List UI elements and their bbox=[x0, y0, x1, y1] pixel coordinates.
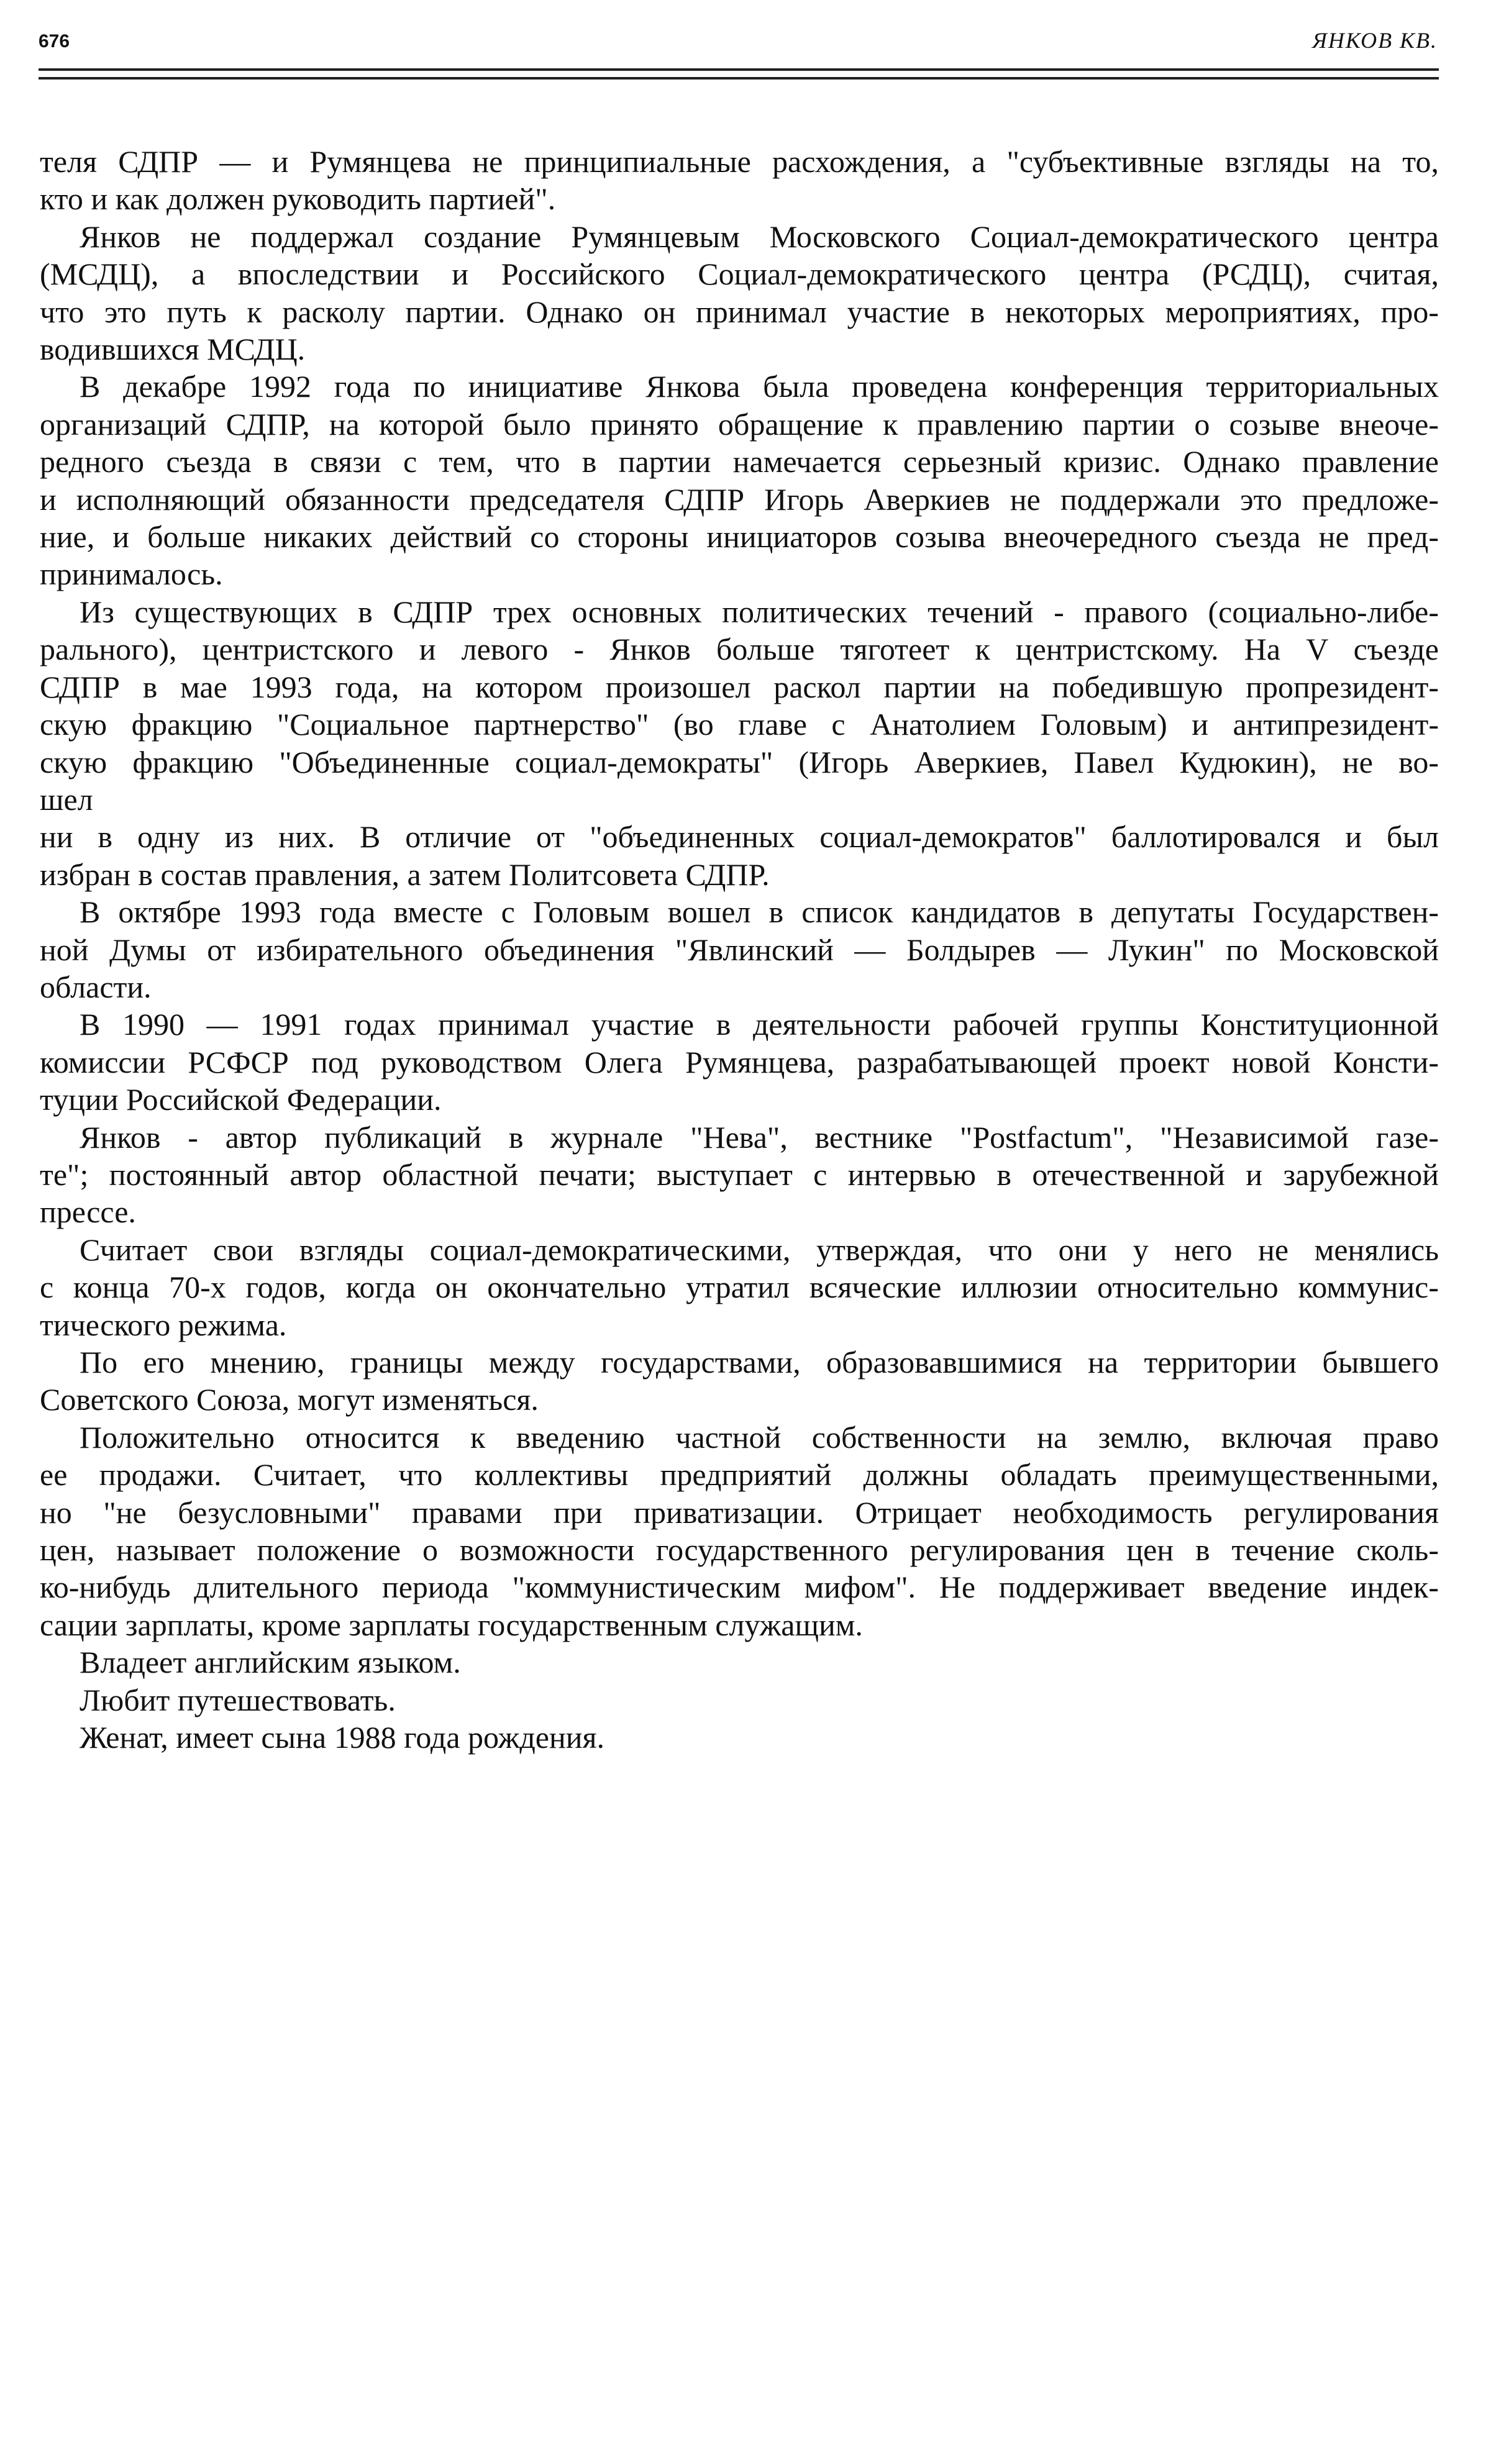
paragraph bbox=[40, 1119, 1439, 1231]
paragraph bbox=[40, 218, 1439, 368]
text-line: ее продажи. Считает, что коллективы предприятий должны обладать преимущественными, bbox=[40, 1457, 1439, 1493]
paragraph bbox=[40, 893, 1439, 1006]
paragraph bbox=[40, 1006, 1439, 1118]
paragraph bbox=[40, 593, 1439, 818]
page-number: 676 bbox=[39, 31, 70, 52]
text-line: ко-нибудь длительного периода "коммунистическим мифом". Не поддерживает введение индек- bbox=[40, 1570, 1439, 1605]
paragraph bbox=[40, 1681, 1439, 1719]
text-line: редного съезда в связи с тем, что в партии намечается серьезный кризис. Однако правление bbox=[40, 444, 1439, 480]
text-line: области. bbox=[40, 969, 152, 1004]
text-line: и исполняющий обязанности председателя СДПР Игорь Аверкиев не поддержали это предложе- bbox=[40, 481, 1439, 517]
text-line: водившихся МСДЦ. bbox=[40, 332, 306, 367]
text-line: организаций СДПР, на которой было принято обращение к правлению партии о созыве внеоче- bbox=[40, 406, 1439, 442]
text-line: скую фракцию "Социальное партнерство" (во главе с Анатолием Головым) и антипрезидент- bbox=[40, 707, 1439, 742]
text-line: что это путь к расколу партии. Однако он принимал участие в некоторых мероприятиях, про- bbox=[40, 294, 1439, 329]
document-body bbox=[40, 143, 1439, 1756]
text-line: В 1990 — 1991 годах принимал участие в деятельности рабочей группы Конституционной bbox=[80, 1007, 1439, 1042]
text-line: туции Российской Федерации. bbox=[40, 1082, 442, 1117]
paragraph bbox=[40, 1419, 1439, 1643]
text-line: принималось. bbox=[40, 557, 223, 592]
text-line: шел bbox=[40, 781, 93, 817]
paragraph bbox=[40, 1343, 1439, 1419]
text-line: Владеет английским языком. bbox=[80, 1645, 461, 1680]
text-line: ние, и больше никаких действий со стороны инициаторов созыва внеочередного съезда не пред- bbox=[40, 519, 1439, 555]
text-line: тического режима. bbox=[40, 1307, 287, 1342]
text-line: сации зарплаты, кроме зарплаты государственным служащим. bbox=[40, 1607, 863, 1642]
paragraph bbox=[40, 368, 1439, 593]
text-line: Любит путешествовать. bbox=[80, 1682, 396, 1717]
paragraph bbox=[40, 1231, 1439, 1343]
text-line: цен, называет положение о возможности государственного регулирования цен в течение сколь- bbox=[40, 1532, 1439, 1568]
text-line: рального), центристского и левого - Янков больше тяготеет к центристскому. На V съезде bbox=[40, 632, 1439, 667]
text-line: СДПР в мае 1993 года, на котором произошел раскол партии на победившую пропрезидент- bbox=[40, 669, 1439, 704]
text-line: избран в состав правления, а затем Политсовета СДПР. bbox=[40, 857, 770, 892]
text-line: с конца 70-х годов, когда он окончательно утратил всяческие иллюзии относительно коммунис- bbox=[40, 1270, 1439, 1305]
text-line: В декабре 1992 года по инициативе Янкова была проведена конференция территориальных bbox=[80, 369, 1439, 404]
text-line: прессе. bbox=[40, 1194, 136, 1230]
header-rule-bottom bbox=[39, 77, 1439, 80]
text-line: (МСДЦ), а впоследствии и Российского Социал-демократического центра (РСДЦ), считая, bbox=[40, 257, 1439, 292]
text-line: ни в одну из них. В отличие от "объединенных социал-демократов" баллотировался и был bbox=[40, 819, 1439, 855]
running-title: ЯНКОВ КВ. bbox=[1312, 28, 1438, 53]
text-line: скую фракцию "Объединенные социал-демократы" (Игорь Аверкиев, Павел Кудюкин), не во- bbox=[40, 744, 1439, 780]
paragraph bbox=[40, 818, 1439, 893]
text-line: Янков не поддержал создание Румянцевым Московского Социал-демократического центра bbox=[80, 219, 1439, 254]
paragraph bbox=[40, 1719, 1439, 1756]
text-line: теля СДПР — и Румянцева не принципиальные расхождения, а "субъективные взгляды на то, bbox=[40, 144, 1439, 179]
text-line: кто и как должен руководить партией". bbox=[40, 181, 556, 217]
text-line: По его мнению, границы между государствами, образовавшимися на территории бывшего bbox=[80, 1345, 1439, 1380]
text-line: Считает свои взгляды социал-демократическими, утверждая, что они у него не менялись bbox=[80, 1232, 1439, 1267]
text-line: ной Думы от избирательного объединения "Явлинский — Болдырев — Лукин" по Московской bbox=[40, 932, 1439, 967]
header-rule-top bbox=[39, 68, 1439, 71]
text-line: Положительно относится к введению частной собственности на землю, включая право bbox=[80, 1419, 1439, 1455]
text-line: те"; постоянный автор областной печати; выступает с интервью в отечественной и зарубежной bbox=[40, 1157, 1439, 1192]
text-line: комиссии РСФСР под руководством Олега Румянцева, разрабатывающей проект новой Консти- bbox=[40, 1044, 1439, 1080]
paragraph bbox=[40, 143, 1439, 218]
text-line: Из существующих в СДПР трех основных политических течений - правого (социально-либе- bbox=[80, 594, 1439, 629]
text-line: В октябре 1993 года вместе с Головым вошел в список кандидатов в депутаты Государствен- bbox=[80, 894, 1439, 930]
text-line: Янков - автор публикаций в журнале "Нева", вестнике "Postfactum", "Независимой газе- bbox=[80, 1119, 1439, 1155]
text-line: но "не безусловными" правами при приватизации. Отрицает необходимость регулирования bbox=[40, 1494, 1439, 1530]
text-line: Женат, имеет сына 1988 года рождения. bbox=[80, 1720, 604, 1755]
paragraph bbox=[40, 1643, 1439, 1681]
text-line: Советского Союза, могут изменяться. bbox=[40, 1382, 539, 1417]
